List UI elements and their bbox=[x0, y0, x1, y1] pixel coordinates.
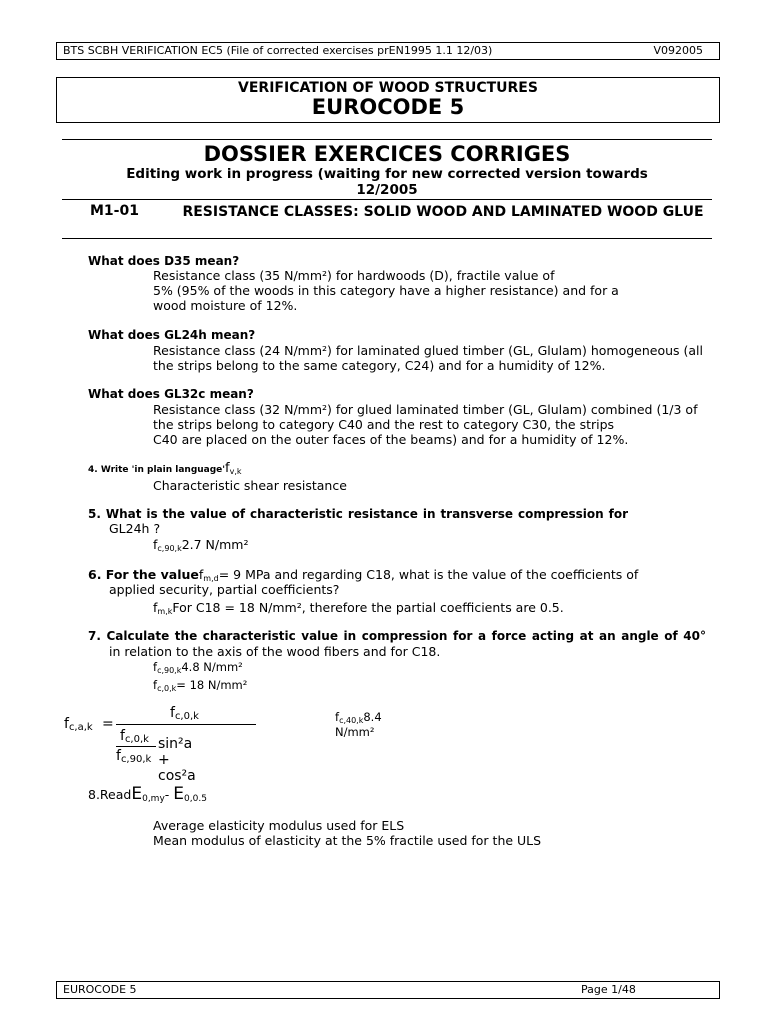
q4-question-text: 4. Write 'in plain language' bbox=[88, 465, 226, 475]
header-version: V092005 bbox=[653, 44, 703, 57]
formula-inner-bar bbox=[116, 746, 156, 747]
q1-answer bbox=[153, 268, 619, 313]
q2-answer-line: the strips belong to the same category, C24) and for a humidity of 12%. bbox=[153, 358, 606, 373]
divider-top bbox=[62, 139, 712, 140]
editing-line1: Editing work in progress (waiting for new corrected version towards bbox=[126, 166, 648, 182]
q6-prefix: 6. For the value bbox=[88, 567, 199, 582]
q6-question bbox=[88, 567, 638, 583]
q8-e2-subscript: 0,0.5 bbox=[184, 794, 207, 804]
formula-equals: = bbox=[102, 716, 114, 732]
q6-answer-subscript: m,k bbox=[157, 607, 173, 616]
q6-answer-symbol: f bbox=[153, 600, 158, 615]
q8-answer-line: Mean modulus of elasticity at the 5% fractile used for the ULS bbox=[153, 833, 542, 848]
q1-answer-line: Resistance class (35 N/mm²) for hardwoods (D), fractile value of bbox=[153, 268, 555, 283]
formula-inner-den-subscript: c,90,k bbox=[120, 754, 152, 765]
q8-prefix: 8.Read bbox=[88, 787, 132, 802]
title-line1: VERIFICATION OF WOOD STRUCTURES bbox=[238, 80, 538, 96]
header-text: BTS SCBH VERIFICATION EC5 (File of corrected exercises prEN1995 1.1 12/03) bbox=[63, 44, 493, 57]
q5-answer bbox=[153, 537, 248, 556]
q7-l2-value: = 18 N/mm² bbox=[176, 678, 248, 692]
q8-e1-symbol: E bbox=[131, 784, 143, 804]
formula-numerator: $f_{c,0,k}$ bbox=[170, 705, 199, 722]
q3-answer-line: C40 are placed on the outer faces of the beams) and for a humidity of 12%. bbox=[153, 432, 629, 447]
formula-result-subscript: c,40,k bbox=[339, 716, 364, 725]
formula-inner-num-subscript: c,0,k bbox=[124, 734, 149, 745]
q1-answer-line: 5% (95% of the woods in this category have a higher resistance) and for a bbox=[153, 283, 619, 298]
page-number: Page 1/48 bbox=[581, 983, 636, 996]
q7-l1-value: 4.8 N/mm² bbox=[181, 660, 243, 674]
footer-left: EUROCODE 5 bbox=[63, 983, 137, 996]
formula-result-value: 8.4 N/mm² bbox=[335, 710, 382, 739]
q7-l1-subscript: c,90,k bbox=[157, 666, 182, 675]
formula-lhs: $f_{c,a,k}$ bbox=[64, 716, 93, 733]
formula-inner-numerator: $f_{c,0,k}$ bbox=[120, 728, 149, 745]
q2-answer bbox=[153, 343, 703, 373]
q5-subscript: c,90,k bbox=[157, 544, 182, 553]
q3-answer bbox=[153, 402, 697, 447]
q8-e2-symbol: E bbox=[173, 784, 185, 804]
q2-answer-line: Resistance class (24 N/mm²) for laminated glued timber (GL, Glulam) homogeneous (all bbox=[153, 343, 703, 358]
q1-answer-line: wood moisture of 12%. bbox=[153, 298, 298, 313]
formula-numerator-subscript: c,0,k bbox=[174, 711, 199, 722]
q6-question-line2: applied security, partial coefficients? bbox=[109, 582, 340, 597]
q6-rest: = 9 MPa and regarding C18, what is the value of the coefficients of bbox=[218, 567, 639, 582]
q8-e1-subscript: 0,my bbox=[142, 794, 165, 804]
q8-answer-line: Average elasticity modulus used for ELS bbox=[153, 818, 405, 833]
formula-lhs-subscript: c,a,k bbox=[68, 722, 93, 733]
q7-values bbox=[153, 660, 247, 696]
q5-value: 2.7 N/mm² bbox=[181, 537, 249, 552]
q7-question-line1: 7. Calculate the characteristic value in compression for a force acting at an angle of 40° bbox=[88, 629, 706, 643]
q7-question-line2: in relation to the axis of the wood fibers and for C18. bbox=[109, 644, 441, 659]
divider-section-top bbox=[62, 199, 712, 200]
q8-question bbox=[88, 784, 207, 804]
q5-symbol: f bbox=[153, 537, 158, 552]
q8-answer bbox=[153, 818, 541, 848]
q8-dash: - bbox=[164, 787, 170, 802]
title-box bbox=[56, 77, 720, 123]
formula-main-bar bbox=[116, 724, 256, 725]
q4-subscript: v,k bbox=[229, 467, 242, 476]
q3-question: What does GL32c mean? bbox=[88, 387, 254, 401]
divider-section-bottom bbox=[62, 238, 712, 239]
formula-result: $f_{c,40,k}8.4$ N/mm² bbox=[335, 710, 382, 739]
q4-symbol: f bbox=[225, 461, 230, 476]
formula-inner-denominator: $f_{c,90,k}$ bbox=[116, 748, 152, 765]
q3-answer-line: Resistance class (32 N/mm²) for glued laminated timber (GL, Glulam) combined (1/3 of bbox=[153, 402, 698, 417]
q6-answer bbox=[153, 600, 564, 619]
section-title bbox=[178, 203, 708, 221]
page-footer bbox=[56, 981, 720, 999]
page-header bbox=[56, 42, 720, 60]
q6-answer-text: For C18 = 18 N/mm², therefore the partial coefficients are 0.5. bbox=[172, 600, 564, 615]
q5-question-line2: GL24h ? bbox=[109, 521, 161, 536]
q6-symbol: f bbox=[198, 567, 204, 582]
editing-note bbox=[62, 166, 712, 198]
q7-l2-subscript: c,0,k bbox=[157, 684, 177, 693]
q1-question: What does D35 mean? bbox=[88, 254, 240, 268]
q3-answer-line: the strips belong to category C40 and the rest to category C30, the strips bbox=[153, 417, 615, 432]
q6-subscript: m,d bbox=[203, 574, 219, 583]
q2-question: What does GL24h mean? bbox=[88, 328, 256, 342]
q5-question-line1: 5. What is the value of characteristic resistance in transverse compression for bbox=[88, 507, 628, 521]
formula-trig: sin²a + cos²a bbox=[158, 736, 196, 784]
q7-value-line: $f_{c,0,k}= 18$ N/mm² bbox=[153, 678, 248, 693]
section-title-text: RESISTANCE CLASSES: SOLID WOOD AND LAMINATED WOOD GLUE bbox=[182, 204, 704, 220]
dossier-title: DOSSIER EXERCICES CORRIGES bbox=[203, 142, 571, 166]
section-code: M1-01 bbox=[90, 203, 139, 219]
q7-value-line: $f_{c,90,k}4.8$ N/mm² bbox=[153, 660, 243, 675]
q4-answer: Characteristic shear resistance bbox=[153, 478, 347, 493]
q4-question bbox=[88, 461, 242, 476]
title-line2: EUROCODE 5 bbox=[311, 95, 465, 119]
editing-line2: 12/2005 bbox=[356, 182, 418, 198]
